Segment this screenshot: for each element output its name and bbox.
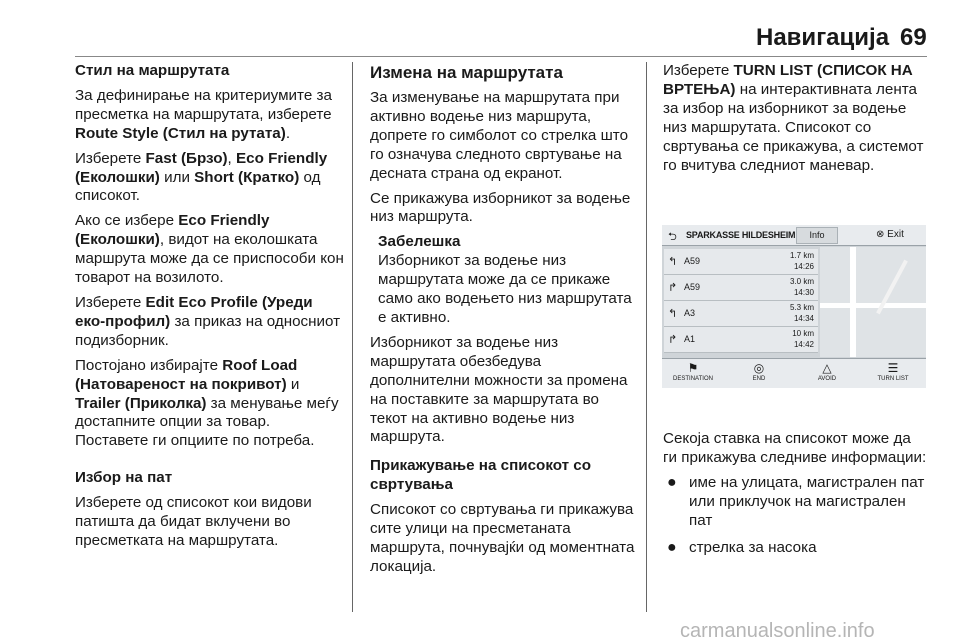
heading-turn-list: Прикажување на списокот со свртувања — [370, 457, 592, 494]
list-icon: ☰ — [887, 361, 899, 375]
column-2 — [370, 62, 640, 583]
heading-route-change: Измена на маршрутата — [370, 63, 563, 82]
map-view — [820, 247, 926, 357]
paragraph: Изберете TURN LIST (СПИСОК НА ВРТЕЊА) на интерактивната лента за избор на изборникот за водење низ маршрутата. Списокот со свртувања се прикажува, а системот го вчитува следниот маневар. — [663, 62, 924, 174]
turn-list — [664, 249, 818, 353]
distance: 5.3 km — [789, 303, 814, 312]
paragraph: За изменување на маршрутата при активно водење низ маршрута, допрете го симболот со стрелка што го означува следното свртување на десната страна од екранот. — [370, 89, 629, 182]
paragraph: Секоја ставка на списокот може да ги прикажува следниве информации: — [663, 430, 927, 466]
info-button: Info — [796, 227, 838, 244]
heading-route-style: Стил на маршрутата — [75, 62, 230, 79]
distance: 3.0 km — [789, 277, 814, 286]
arrival-time: 14:42 — [793, 340, 814, 349]
back-arrow-icon: ⮌ — [668, 231, 677, 243]
paragraph: Постојано избирајте Roof Load (Натовареност на покривот) и Trailer (Приколка) за менување меѓу достапните опции за товар. Поставете ги опциите по потреба. — [75, 356, 339, 450]
table-row — [664, 301, 818, 327]
distance: 1.7 km — [789, 251, 814, 260]
end-icon: ◎ — [753, 361, 765, 375]
destination-label: SPARKASSE HILDESHEIM — [686, 230, 796, 240]
exit-icon: ⊗ — [876, 229, 885, 240]
column-divider-1 — [352, 62, 353, 612]
arrival-time: 14:26 — [793, 262, 814, 271]
toolbar-avoid: △ AVOID — [802, 362, 852, 384]
toolbar-end: ◎ END — [734, 362, 784, 384]
flag-icon: ⚑ — [687, 361, 699, 375]
toolbar-turn-list: ☰ TURN LIST — [868, 362, 918, 384]
note-text: Изборникот за водење низ маршрутата може да се прикаже само ако водењето низ маршрутата е активно. — [378, 252, 632, 326]
heading-road-selection: Избор на пат — [75, 469, 173, 487]
screen-top-bar — [662, 225, 926, 246]
turn-arrow-icon: ↱ — [668, 282, 678, 294]
header-divider — [75, 56, 927, 57]
turn-arrow-icon: ↱ — [668, 334, 678, 346]
turn-arrow-icon: ↰ — [668, 308, 678, 320]
arrival-time: 14:34 — [793, 314, 814, 323]
paragraph: Изборникот за водење низ маршрутата обезбедува дополнителни можности за промена на поставките за маршрутата во текот на активно водење низ маршрута. — [370, 333, 628, 446]
distance: 10 km — [792, 329, 814, 338]
watermark: carmanualsonline.info — [680, 620, 875, 642]
arrival-time: 14:30 — [793, 288, 814, 297]
section-title: Навигација — [756, 24, 890, 51]
paragraph: Се прикажува изборникот за водење низ маршрута. — [370, 189, 631, 226]
column-1 — [75, 62, 345, 557]
page-number: 69 — [900, 24, 927, 51]
avoid-icon: △ — [822, 361, 832, 375]
paragraph: Ако се избере Eco Friendly (Еколошки), видот на еколошката маршрута може да се приспособи кон товарот на возилото. — [75, 212, 344, 287]
road-name: A59 — [684, 256, 701, 266]
table-row — [664, 327, 818, 353]
note-title: Забелешка — [378, 233, 461, 251]
list-item: ● стрелка за насока — [667, 538, 817, 556]
toolbar-destination: ⚑ DESTINATION — [668, 362, 718, 384]
road-name: A3 — [684, 308, 696, 318]
screen-toolbar — [662, 358, 926, 388]
info-list — [663, 474, 928, 558]
list-item: ● име на улицата, магистрален пат или приклучок на магистрален пат — [667, 473, 925, 529]
road-name: A59 — [684, 282, 701, 292]
paragraph: Изберете Fast (Брзо), Eco Friendly (Еколошки) или Short (Кратко) од списокот. — [75, 149, 328, 205]
road-name: A1 — [684, 334, 696, 344]
table-row — [664, 249, 818, 275]
paragraph: За дефинирање на критериумите за пресметка на маршрутата, изберете Route Style (Стил на рутата). — [75, 86, 332, 142]
table-row — [664, 275, 818, 301]
paragraph: Изберете од списокот кои видови патишта да бидат вклучени во пресметката на маршрутата. — [75, 494, 312, 549]
column-3-lower — [663, 430, 928, 565]
paragraph: Списокот со свртувања ги прикажува сите улици на пресметаната маршрута, почнувајќи од моментната локација. — [370, 501, 635, 575]
exit-button: ⊗ Exit — [876, 229, 904, 240]
column-divider-2 — [646, 62, 647, 612]
turn-arrow-icon: ↰ — [668, 256, 678, 268]
paragraph: Изберете Edit Eco Profile (Уреди еко-профил) за приказ на односниот подизборник. — [75, 293, 341, 349]
page-header — [0, 0, 960, 58]
column-3 — [663, 62, 928, 181]
turn-list-screenshot — [662, 225, 926, 388]
